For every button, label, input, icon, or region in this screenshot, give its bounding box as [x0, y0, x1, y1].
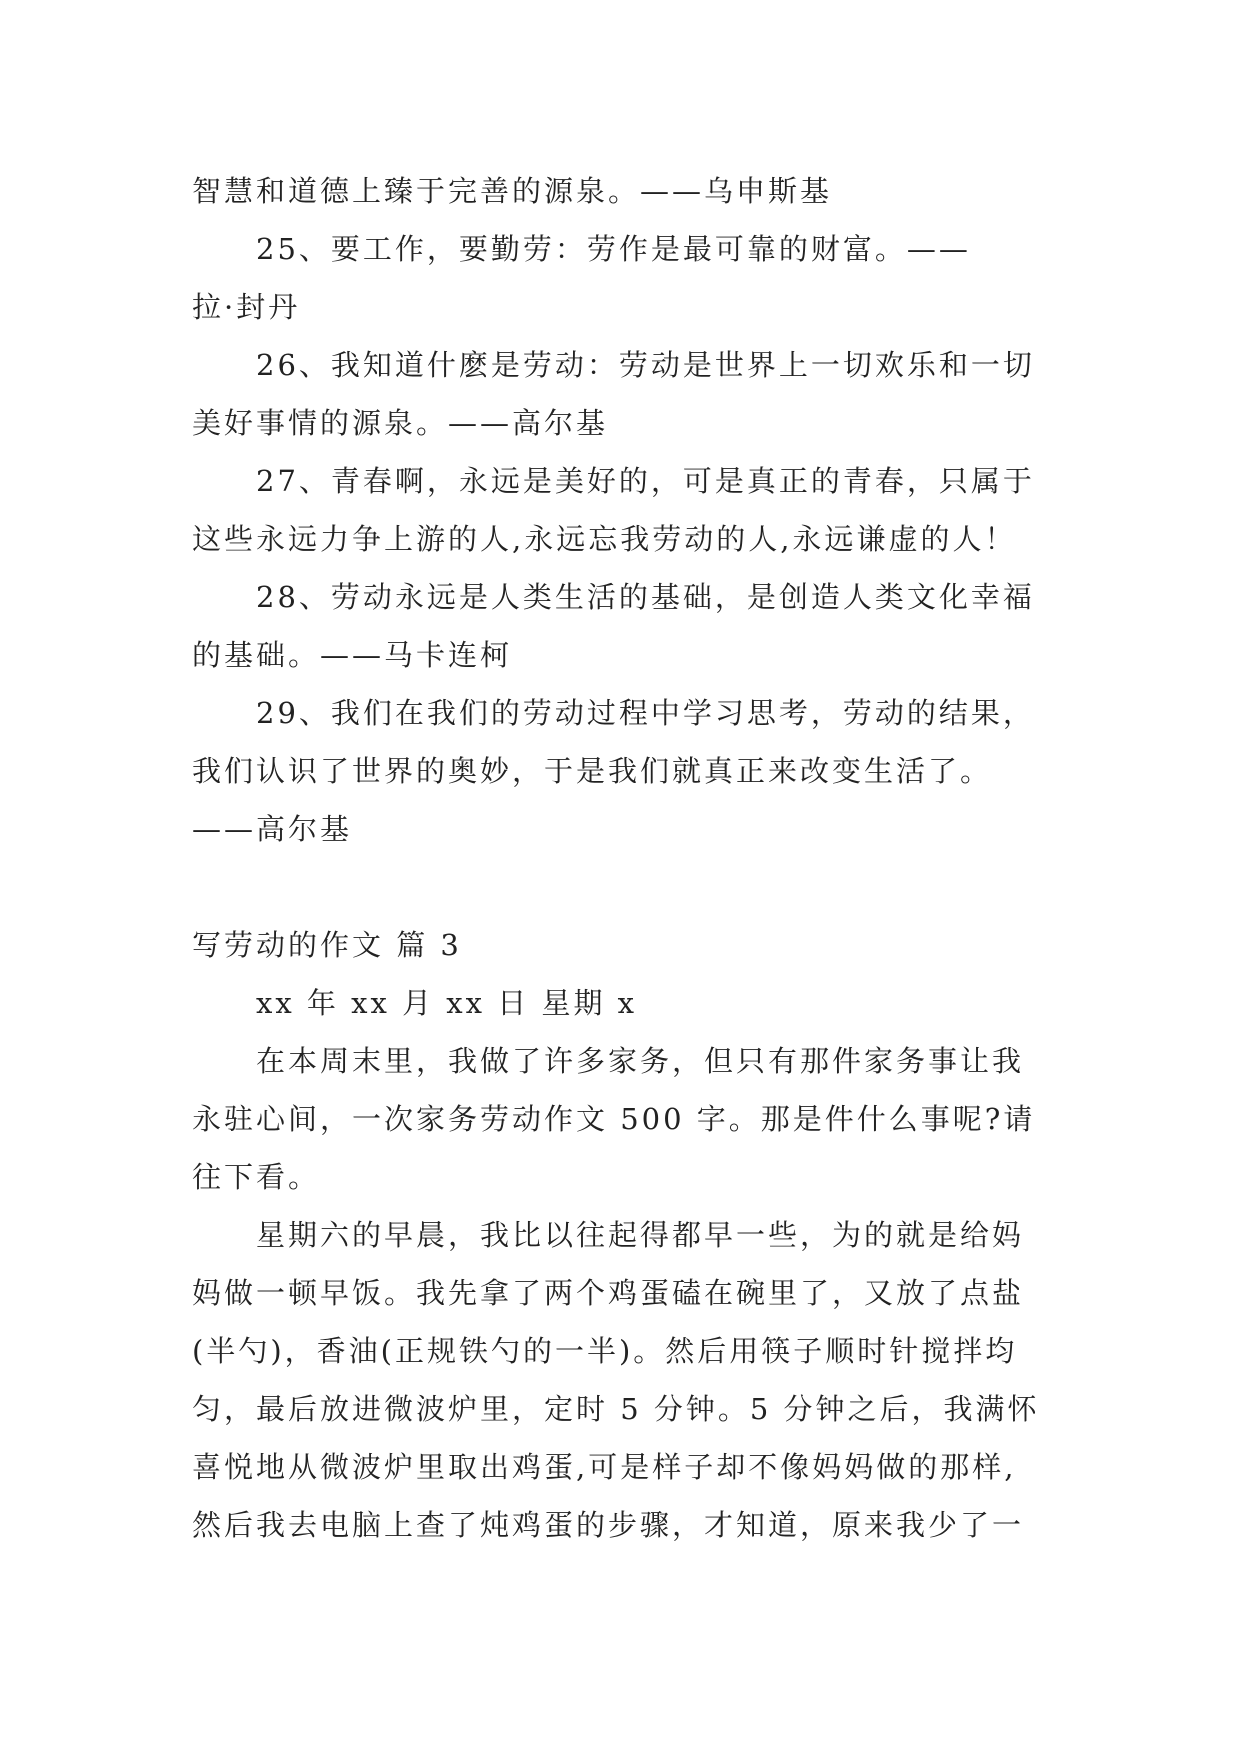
paragraph-line: 然后我去电脑上查了炖鸡蛋的步骤，才知道，原来我少了一 [192, 1508, 1025, 1542]
text-line: 美好事情的源泉。——高尔基 [192, 406, 609, 440]
paragraph-line: 匀，最后放进微波炉里，定时 5 分钟。5 分钟之后，我满怀 [192, 1392, 1040, 1426]
quote-26-line: 26、我知道什麽是劳动：劳动是世界上一切欢乐和一切 [256, 348, 1035, 382]
quote-29-line: 29、我们在我们的劳动过程中学习思考，劳动的结果， [256, 696, 1035, 730]
quote-25-line: 25、要工作，要勤劳：劳作是最可靠的财富。—— [256, 232, 971, 266]
text-line: 拉·封丹 [192, 290, 301, 324]
text-line: 智慧和道德上臻于完善的源泉。——乌申斯基 [192, 174, 833, 208]
text-line: 我们认识了世界的奥妙，于是我们就真正来改变生活了。 [192, 754, 993, 788]
paragraph-line: 往下看。 [192, 1160, 321, 1194]
paragraph-line: 星期六的早晨，我比以往起得都早一些，为的就是给妈 [256, 1218, 1025, 1252]
paragraph-line: 妈做一顿早饭。我先拿了两个鸡蛋磕在碗里了，又放了点盐 [192, 1276, 1025, 1310]
date-line: xx 年 xx 月 xx 日 星期 x [256, 986, 638, 1020]
paragraph-line: 喜悦地从微波炉里取出鸡蛋,可是样子却不像妈妈做的那样, [192, 1450, 1017, 1484]
section-heading: 写劳动的作文 篇 3 [192, 928, 462, 962]
section-gap [192, 858, 1052, 916]
paragraph-line: 在本周末里，我做了许多家务，但只有那件家务事让我 [256, 1044, 1025, 1078]
paragraph-line: 永驻心间，一次家务劳动作文 500 字。那是件什么事呢?请 [192, 1102, 1036, 1136]
text-line: 的基础。——马卡连柯 [192, 638, 513, 672]
quote-28-line: 28、劳动永远是人类生活的基础，是创造人类文化幸福 [256, 580, 1035, 614]
document-page [192, 162, 1052, 1554]
text-line: ——高尔基 [192, 812, 353, 846]
paragraph-line: (半勺)，香油(正规铁勺的一半)。然后用筷子顺时针搅拌均 [192, 1334, 1018, 1368]
text-line: 这些永远力争上游的人,永远忘我劳动的人,永远谦虚的人！ [192, 522, 1017, 556]
quote-27-line: 27、青春啊，永远是美好的，可是真正的青春，只属于 [256, 464, 1035, 498]
